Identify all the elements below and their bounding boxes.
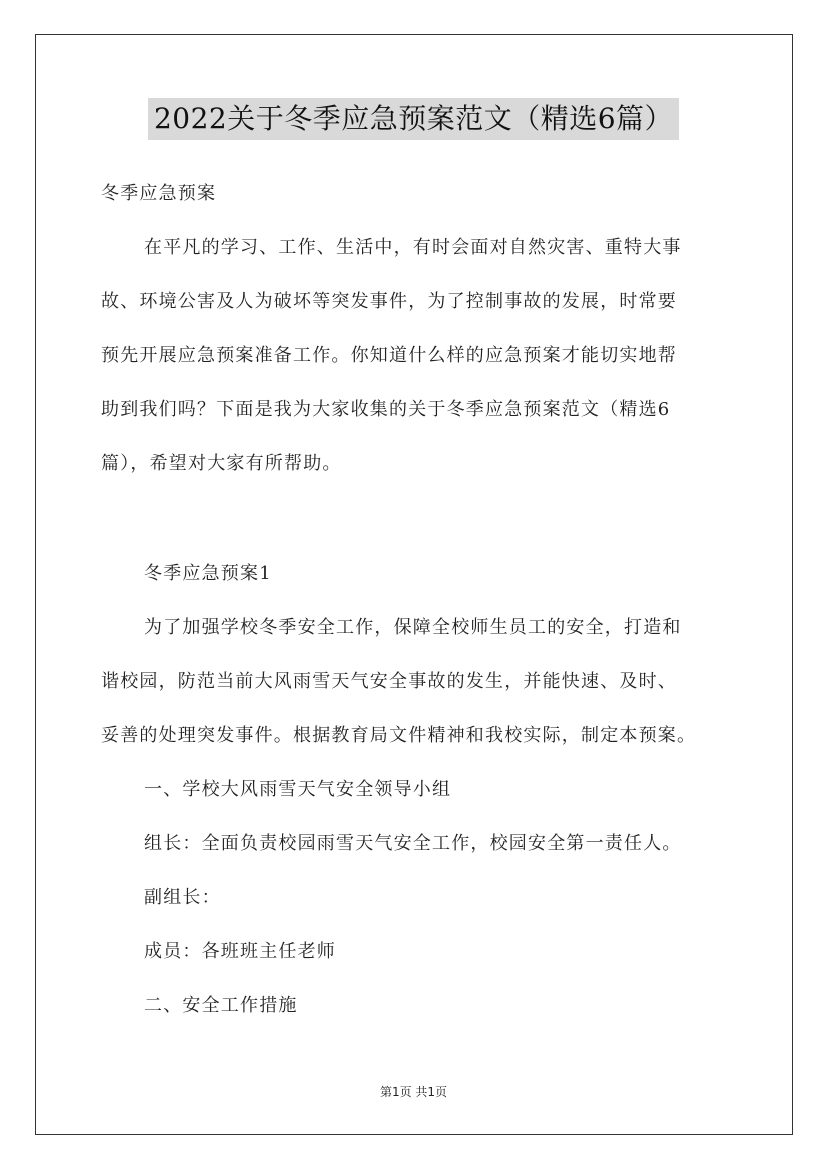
body-line-7: 成员：各班班主任老师 <box>144 941 336 962</box>
body-line-4: 一、学校大风雨雪天气安全领导小组 <box>144 779 452 800</box>
body-line-3: 妥善的处理突发事件。根据教育局文件精神和我校实际，制定本预案。 <box>101 725 697 746</box>
body-line-6: 副组长： <box>144 887 221 908</box>
intro-line-5: 篇），希望对大家有所帮助。 <box>101 453 342 474</box>
body-line-5: 组长：全面负责校园雨雪天气安全工作，校园安全第一责任人。 <box>144 833 682 854</box>
subheading-1: 冬季应急预案1 <box>144 563 272 584</box>
intro-line-3: 预先开展应急预案准备工作。你知道什么样的应急预案才能切实地帮 <box>101 345 677 366</box>
intro-line-1: 在平凡的学习、工作、生活中，有时会面对自然灾害、重特大事 <box>144 237 682 258</box>
title-container <box>0 98 827 140</box>
page-footer: 第1页 共1页 <box>379 1085 448 1099</box>
body-line-1: 为了加强学校冬季安全工作，保障全校师生员工的安全，打造和 <box>144 617 682 638</box>
body-line-8: 二、安全工作措施 <box>144 995 298 1016</box>
intro-line-2: 故、环境公害及人为破坏等突发事件，为了控制事故的发展，时常要 <box>101 291 677 312</box>
body-line-2: 谐校园，防范当前大风雨雪天气安全事故的发生，并能快速、及时、 <box>101 671 677 692</box>
section-heading: 冬季应急预案 <box>101 183 217 204</box>
document-title: 2022关于冬季应急预案范文（精选6篇） <box>148 98 679 140</box>
intro-line-4: 助到我们吗？下面是我为大家收集的关于冬季应急预案范文（精选6 <box>101 399 671 420</box>
